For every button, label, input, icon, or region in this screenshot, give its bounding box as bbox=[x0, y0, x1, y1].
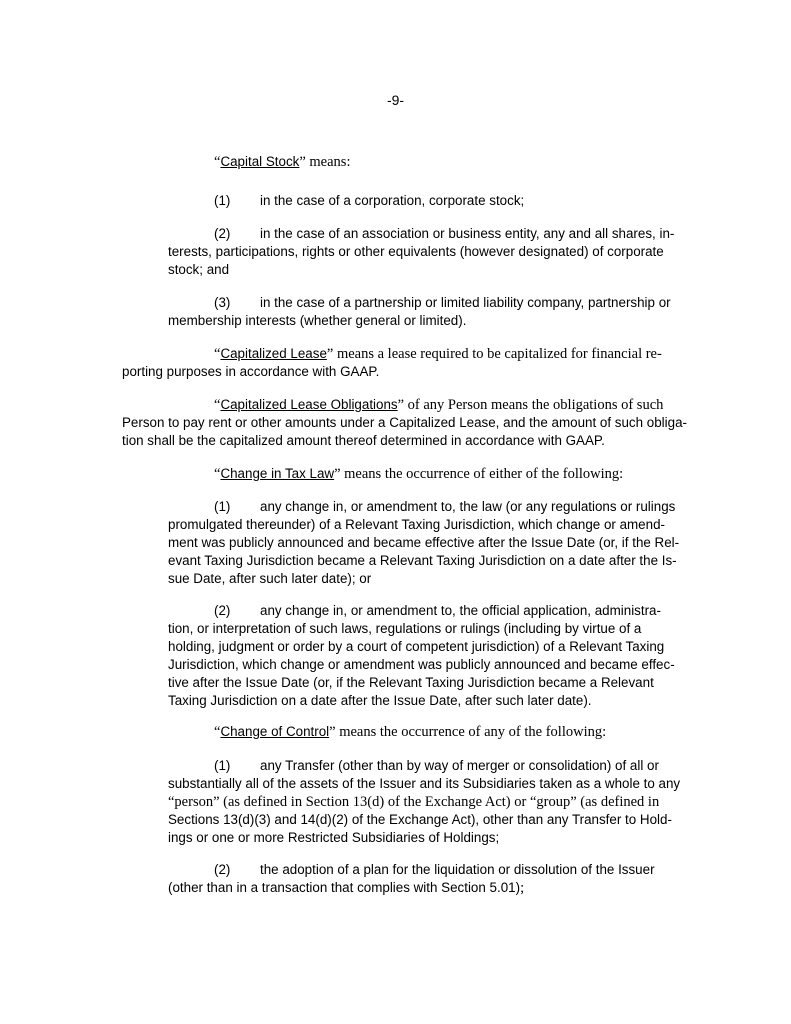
item-text: terests, participations, rights or other equivalents (however designated) of corporate bbox=[168, 244, 664, 259]
tax-law-item-1 bbox=[214, 498, 675, 516]
capitalized-lease-obligations-cont bbox=[122, 414, 687, 450]
item-text: evant Taxing Jurisdiction became a Relevant Taxing Jurisdiction on a date after the Is- bbox=[168, 553, 677, 568]
item-number: (1) bbox=[214, 193, 231, 208]
close-quote: ” bbox=[397, 397, 405, 413]
item-text: substantially all of the assets of the Issuer and its Subsidiaries taken as a whole to any bbox=[168, 776, 681, 791]
capital-stock-item-3 bbox=[214, 294, 671, 312]
tax-law-item-2-cont bbox=[168, 620, 675, 710]
page-number: -9- bbox=[386, 92, 405, 108]
item-text: stock; and bbox=[168, 262, 230, 277]
item-text: any change in, or amendment to, the law (or any regulations or rulings bbox=[260, 499, 676, 514]
item-text: any change in, or amendment to, the official application, administra- bbox=[260, 603, 661, 618]
definition-lead: means the occurrence of either of the following: bbox=[340, 466, 624, 482]
open-quote: “ bbox=[214, 724, 221, 740]
close-quote: ” bbox=[299, 154, 306, 170]
item-number: (1) bbox=[214, 499, 231, 514]
definition-capital-stock bbox=[214, 153, 350, 171]
item-text: ings or one or more Restricted Subsidiaries of Holdings; bbox=[168, 830, 500, 845]
definition-change-of-control bbox=[214, 723, 606, 741]
item-text-serif: ; bbox=[520, 880, 525, 896]
definition-text: porting purposes in accordance with GAAP. bbox=[122, 364, 380, 379]
definition-lead: means the occurrence of any of the following: bbox=[335, 724, 607, 740]
tax-law-item-2 bbox=[214, 602, 661, 620]
close-quote: ” bbox=[326, 346, 334, 362]
item-text: holding, judgment or order by a court of competent jurisdiction) of a Relevant Taxing bbox=[168, 639, 665, 654]
capital-stock-item-2-cont bbox=[168, 243, 664, 279]
defined-term: Change in Tax Law bbox=[220, 466, 335, 481]
item-number: (2) bbox=[214, 603, 231, 618]
control-item-2-cont bbox=[168, 879, 524, 897]
close-quote: ” bbox=[329, 724, 336, 740]
defined-term: Change of Control bbox=[220, 724, 330, 739]
item-number: (2) bbox=[214, 862, 231, 877]
definition-lead: means: bbox=[305, 154, 351, 170]
item-text: tive after the Issue Date (or, if the Relevant Taxing Jurisdiction became a Relevant bbox=[168, 675, 654, 690]
definition-text: Person to pay rent or other amounts under a Capitalized Lease, and the amount of such obliga- bbox=[122, 415, 687, 430]
item-text: tion, or interpretation of such laws, regulations or rulings (including by virtue of a bbox=[168, 621, 642, 636]
item-text: Sections 13(d)(3) and 14(d)(2) of the Exchange Act) bbox=[168, 812, 476, 827]
capital-stock-item-3-cont bbox=[168, 312, 466, 330]
item-number: (1) bbox=[214, 758, 231, 773]
control-item-2 bbox=[214, 861, 655, 879]
tax-law-item-1-cont bbox=[168, 516, 679, 588]
capital-stock-item-2 bbox=[214, 225, 674, 243]
item-text: Jurisdiction, which change or amendment was publicly announced and became effec- bbox=[168, 657, 675, 672]
item-text-serif: “person” (as defined in Section 13(d) of the Exchange Act) or “group” (as defined in bbox=[168, 794, 660, 810]
item-text: membership interests (whether general or limited). bbox=[168, 313, 467, 328]
item-text: Taxing Jurisdiction on a date after the Issue Date, after such later date). bbox=[168, 693, 592, 708]
open-quote: “ bbox=[214, 466, 221, 482]
item-text: ment was publicly announced and became effective after the Issue Date (or, if the Rel- bbox=[168, 535, 680, 550]
capital-stock-item-1 bbox=[214, 192, 524, 210]
defined-term: Capitalized Lease Obligations bbox=[220, 397, 398, 412]
definition-change-in-tax-law bbox=[214, 465, 623, 483]
item-text: promulgated thereunder) of a Relevant Taxing Jurisdiction, which change or amend- bbox=[168, 517, 665, 532]
defined-term: Capital Stock bbox=[220, 154, 300, 169]
item-text: sue Date, after such later date); or bbox=[168, 571, 372, 586]
item-text: , other than any Transfer to Hold- bbox=[475, 812, 672, 827]
definition-capitalized-lease-obligations bbox=[214, 396, 663, 414]
item-number: (2) bbox=[214, 226, 231, 241]
item-text: in the case of a partnership or limited liability company, partnership or bbox=[260, 295, 671, 310]
definition-capitalized-lease bbox=[214, 345, 662, 363]
item-text: the adoption of a plan for the liquidation or dissolution of the Issuer bbox=[260, 862, 655, 877]
defined-term: Capitalized Lease bbox=[220, 346, 327, 361]
definition-text: tion shall be the capitalized amount thereof determined in accordance with GAAP. bbox=[122, 433, 605, 448]
item-text: (other than in a transaction that complies with Section 5.01) bbox=[168, 880, 521, 895]
item-number: (3) bbox=[214, 295, 231, 310]
item-text: any Transfer (other than by way of merger or consolidation) of all or bbox=[260, 758, 659, 773]
definition-lead: means a lease required to be capitalized for financial re- bbox=[333, 346, 662, 362]
open-quote: “ bbox=[214, 397, 221, 413]
open-quote: “ bbox=[214, 154, 221, 170]
definition-lead: of any Person means the obligations of such bbox=[404, 397, 664, 413]
control-item-1 bbox=[214, 757, 659, 775]
close-quote: ” bbox=[334, 466, 341, 482]
open-quote: “ bbox=[214, 346, 221, 362]
item-text: in the case of an association or business entity, any and all shares, in- bbox=[260, 226, 675, 241]
item-text: in the case of a corporation, corporate stock; bbox=[260, 193, 525, 208]
control-item-1-cont bbox=[168, 775, 680, 847]
capitalized-lease-cont bbox=[122, 363, 379, 381]
